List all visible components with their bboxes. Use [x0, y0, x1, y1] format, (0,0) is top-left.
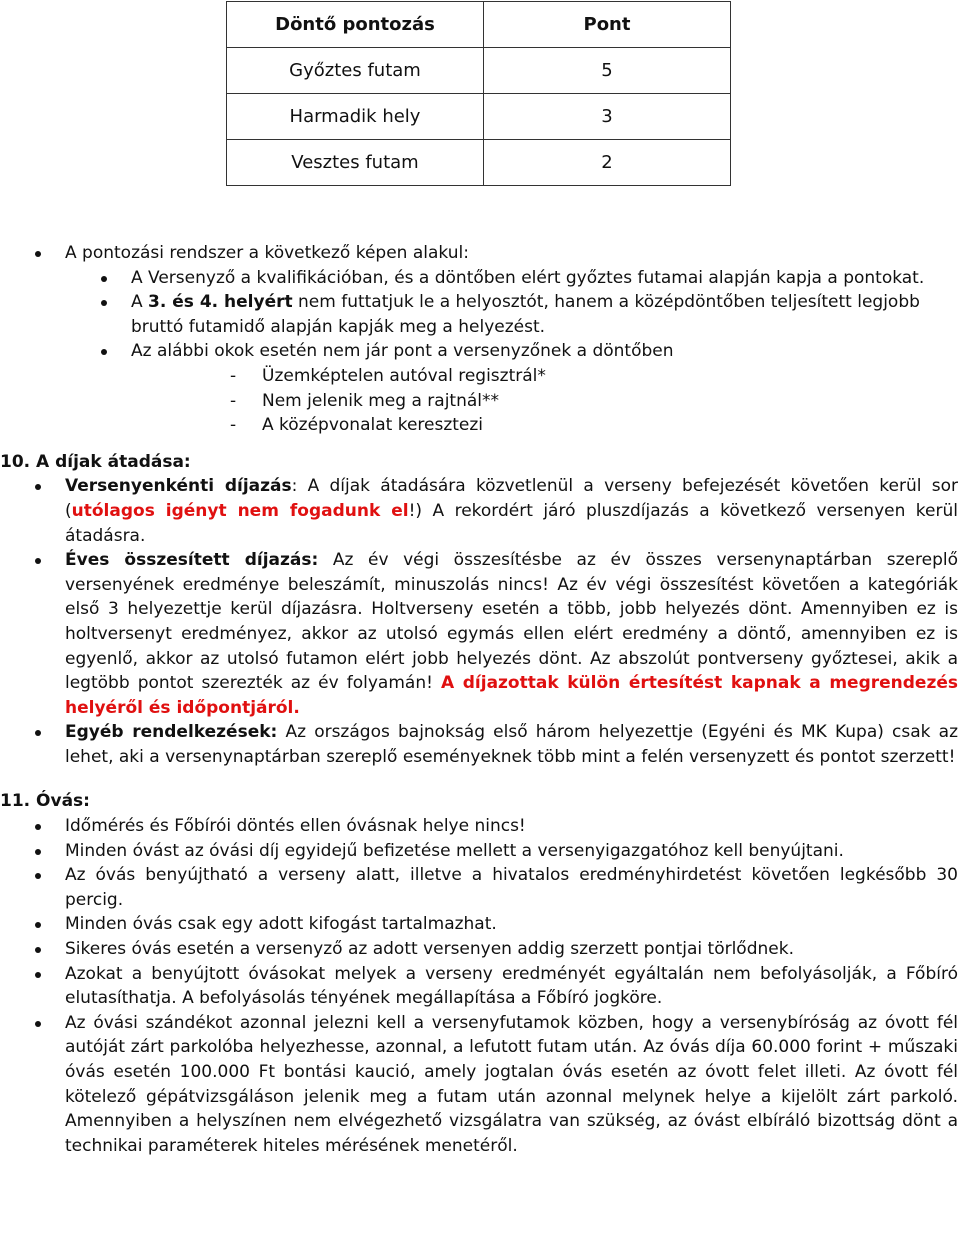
list-item: Az óvási szándékot azonnal jelezni kell a versenyfutamok közben, hogy a versenybíróság az óvott fél autóját zárt parkolóba helyezhesse, azonnal, a lefutott futam után. Az óvás díja 60.000 forint + műszaki óvás esetén 100.000 Ft bontási kaució, amely jogtalan óvás esetén az óvott felet illeti. Az óvott fél kötelező gépátvizsgáláson jelenik meg a futam után azonnal melynek helye a kijelölt zárt parkoló. Amennyiben a helyszínen nem elvégezhető vizsgálatra van szükség, az óvást elbíráló bizottság dönt a technikai paraméterek hiteles mérésének menetéről.	[0, 1011, 958, 1159]
final-scoring-table	[226, 1, 731, 186]
list-item: A Versenyző a kvalifikációban, és a döntőben elért győztes futamai alapján kapja a pontokat.	[0, 266, 958, 291]
table-cell: Vesztes futam	[227, 140, 484, 186]
reason-item: - A középvonalat keresztezi	[0, 413, 958, 438]
table-row	[227, 140, 731, 186]
list-item: Az óvás benyújtható a verseny alatt, illetve a hivatalos eredményhirdetést követően legkésőbb 30 percig.	[0, 863, 958, 912]
table-cell: Győztes futam	[227, 48, 484, 94]
table-header-cell: Döntő pontozás	[227, 2, 484, 48]
table-cell: Harmadik hely	[227, 94, 484, 140]
document-body	[0, 241, 958, 1158]
table-cell: 3	[484, 94, 731, 140]
table-row	[227, 94, 731, 140]
list-item: Minden óvást az óvási díj egyidejű befizetése mellett a versenyigazgatóhoz kell benyújtani.	[0, 839, 958, 864]
table-header-row	[227, 2, 731, 48]
section-11-title: 11. Óvás:	[0, 791, 90, 812]
reason-item: - Üzemképtelen autóval regisztrál*	[0, 364, 958, 389]
reason-item: - Nem jelenik meg a rajtnál**	[0, 389, 958, 414]
table-cell: 2	[484, 140, 731, 186]
prizes-list	[0, 474, 958, 769]
list-item: Időmérés és Főbírói döntés ellen óvásnak helye nincs!	[0, 814, 958, 839]
table-cell: 5	[484, 48, 731, 94]
scoring-list	[0, 241, 958, 364]
list-item: Az alábbi okok esetén nem jár pont a versenyzőnek a döntőben	[0, 339, 958, 364]
table-header-cell: Pont	[484, 2, 731, 48]
list-item: Versenyenkénti díjazás: A díjak átadására közvetlenül a verseny befejezését követően kerül sor (utólagos igényt nem fogadunk el!) A rekordért járó pluszdíjazás a következő versenyen kerül átadásra.	[0, 474, 958, 548]
table-row	[227, 48, 731, 94]
section-10-title: 10. A díjak átadása:	[0, 451, 191, 472]
list-item: A pontozási rendszer a következő képen alakul:	[0, 241, 958, 266]
protest-list	[0, 814, 958, 1158]
list-item: Minden óvás csak egy adott kifogást tartalmazhat.	[0, 912, 958, 937]
list-item: Sikeres óvás esetén a versenyző az adott versenyen addig szerzett pontjai törlődnek.	[0, 937, 958, 962]
list-item: A 3. és 4. helyért nem futtatjuk le a helyosztót, hanem a középdöntőben teljesített legjobb bruttó futamidő alapján kapják meg a helyezést.	[0, 290, 958, 339]
list-item: Azokat a benyújtott óvásokat melyek a verseny eredményét egyáltalán nem befolyásolják, a Főbíró elutasíthatja. A befolyásolás tényének megállapítása a Főbíró jogköre.	[0, 962, 958, 1011]
list-item: Éves összesített díjazás: Az év végi összesítésbe az év összes versenynaptárban szereplő versenyének eredménye beleszámít, minuszolás nincs! Az év végi összesítést követően a kategóriák első 3 helyezettje kerül díjazásra. Holtverseny esetén a több, jobb helyezés dönt. Amennyiben ez is holtversenyt eredményez, akkor az utolsó egymás ellen elért eredmény a döntő, amennyiben ez is egyenlő, akkor az utolsó futamon elért jobb helyezés dönt. Az abszolút pontverseny győztesei, akik a legtöbb pontot szerezték az év folyamán! A díjazottak külön értesítést kapnak a megrendezés helyéről és időpontjáról.	[0, 548, 958, 720]
list-item: Egyéb rendelkezések: Az országos bajnokság első három helyezettje (Egyéni és MK Kupa) csak az lehet, aki a versenynaptárban szereplő eseményeknek több mint a felén versenyzett és pontot szerzett!	[0, 720, 958, 769]
